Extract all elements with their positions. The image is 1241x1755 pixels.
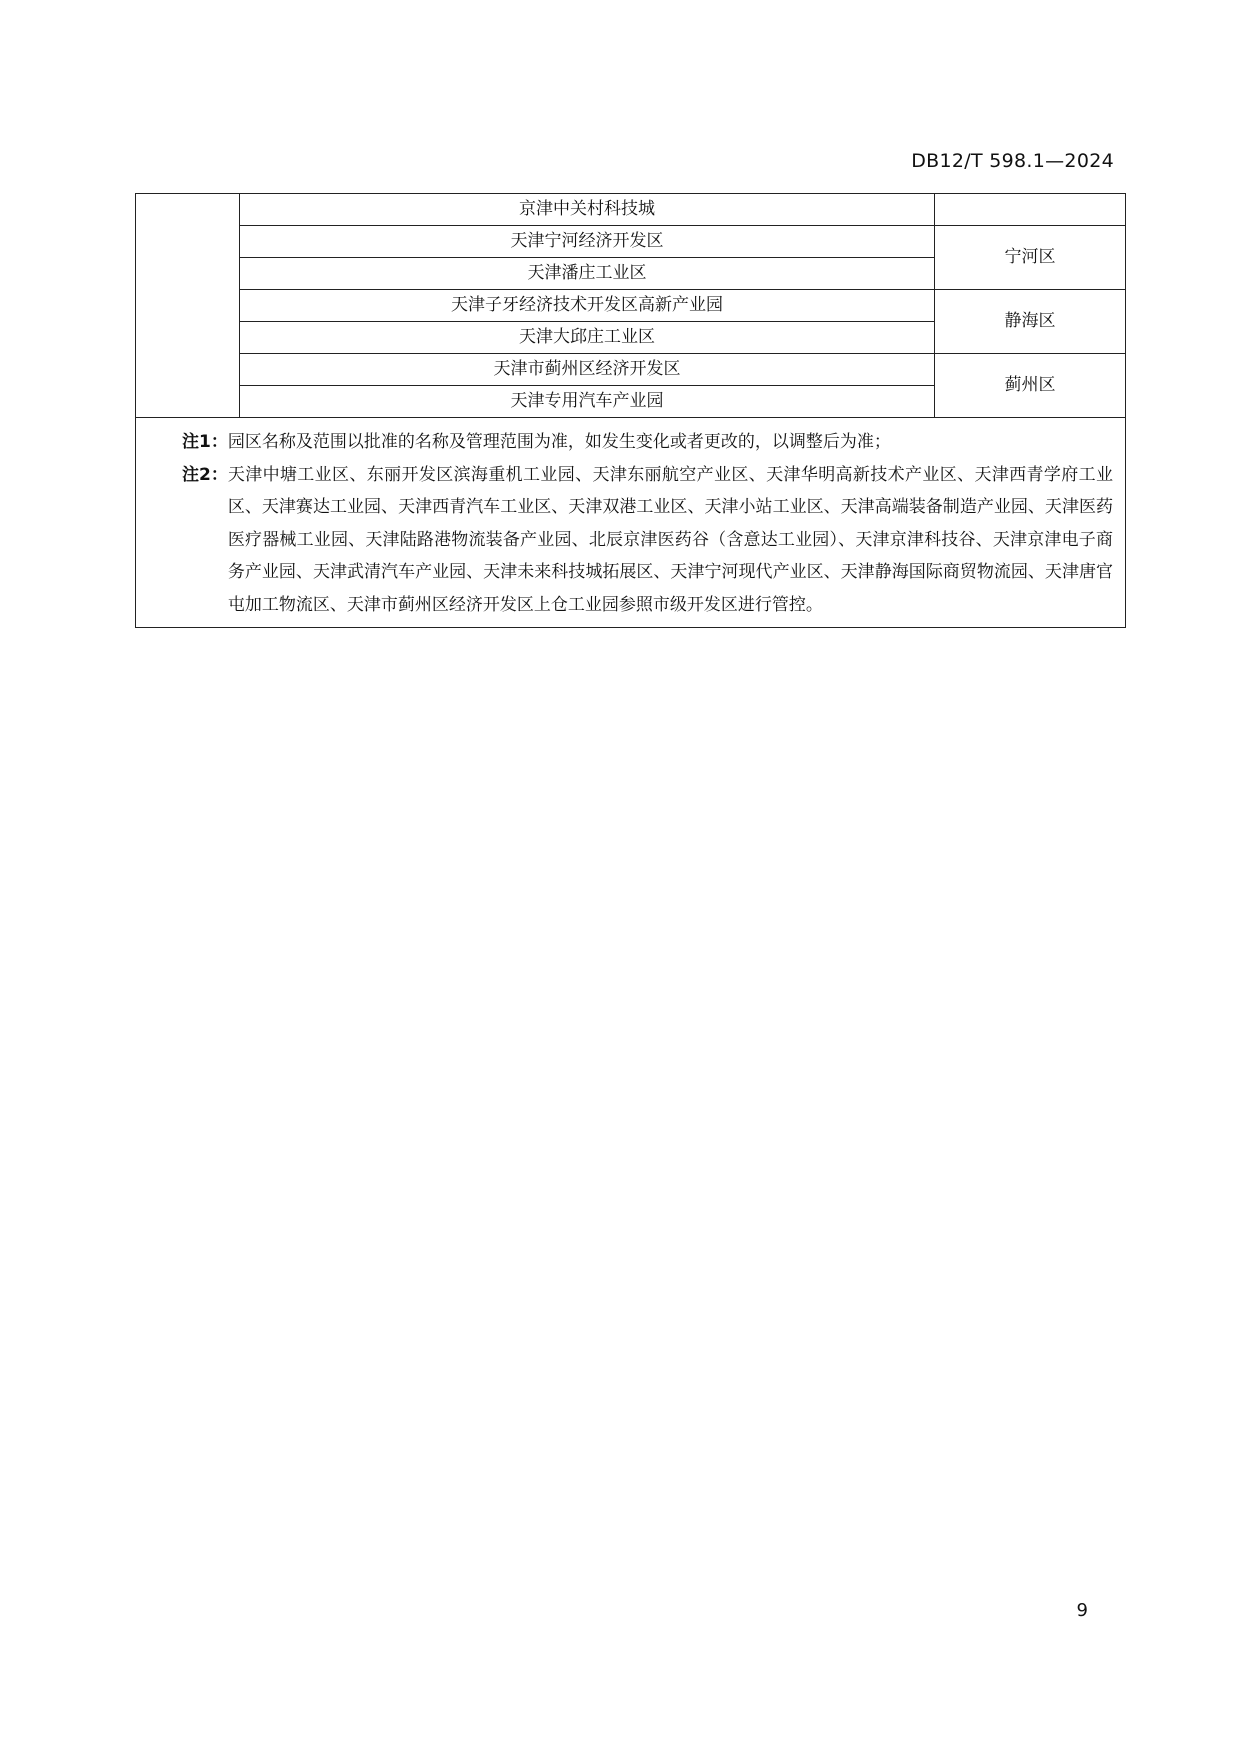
- park-name-cell: 京津中关村科技城: [240, 194, 935, 226]
- table-row: [136, 194, 1126, 226]
- park-name-cell: 天津子牙经济技术开发区高新产业园: [240, 290, 935, 322]
- park-name-cell: 天津专用汽车产业园: [240, 386, 935, 418]
- note-text: 天津中塘工业区、东丽开发区滨海重机工业园、天津东丽航空产业区、天津华明高新技术产业区、天津西青学府工业区、天津赛达工业园、天津西青汽车工业区、天津双港工业区、天津小站工业区、天津高端装备制造产业园、天津医药医疗器械工业园、天津陆路港物流装备产业园、北辰京津医药谷（含意达工业园）、天津京津科技谷、天津京津电子商务产业园、天津武清汽车产业园、天津未来科技城拓展区、天津宁河现代产业区、天津静海国际商贸物流园、天津唐官屯加工物流区、天津市蓟州区经济开发区上仓工业园参照市级开发区进行管控。: [227, 464, 1113, 615]
- note-1: [182, 426, 1113, 459]
- notes-cell: [136, 418, 1126, 628]
- note-label: 注1：: [182, 432, 228, 452]
- note-label: 注2：: [182, 464, 228, 485]
- note-2: [182, 459, 1113, 622]
- park-name-cell: 天津潘庄工业区: [240, 258, 935, 290]
- notes-row: [136, 418, 1126, 628]
- district-cell: 静海区: [935, 290, 1126, 354]
- note-text: 园区名称及范围以批准的名称及管理范围为准，如发生变化或者更改的，以调整后为准；: [227, 432, 891, 452]
- table-row: [136, 226, 1126, 258]
- category-cell: [136, 194, 240, 418]
- park-table: [135, 193, 1126, 628]
- table-row: [136, 290, 1126, 322]
- park-name-cell: 天津宁河经济开发区: [240, 226, 935, 258]
- table-row: [136, 354, 1126, 386]
- district-cell: 蓟州区: [935, 354, 1126, 418]
- district-cell: [935, 194, 1126, 226]
- park-name-cell: 天津市蓟州区经济开发区: [240, 354, 935, 386]
- park-name-cell: 天津大邱庄工业区: [240, 322, 935, 354]
- district-cell: 宁河区: [935, 226, 1126, 290]
- document-code: DB12/T 598.1—2024: [911, 150, 1114, 172]
- page-number: 9: [1076, 1600, 1088, 1621]
